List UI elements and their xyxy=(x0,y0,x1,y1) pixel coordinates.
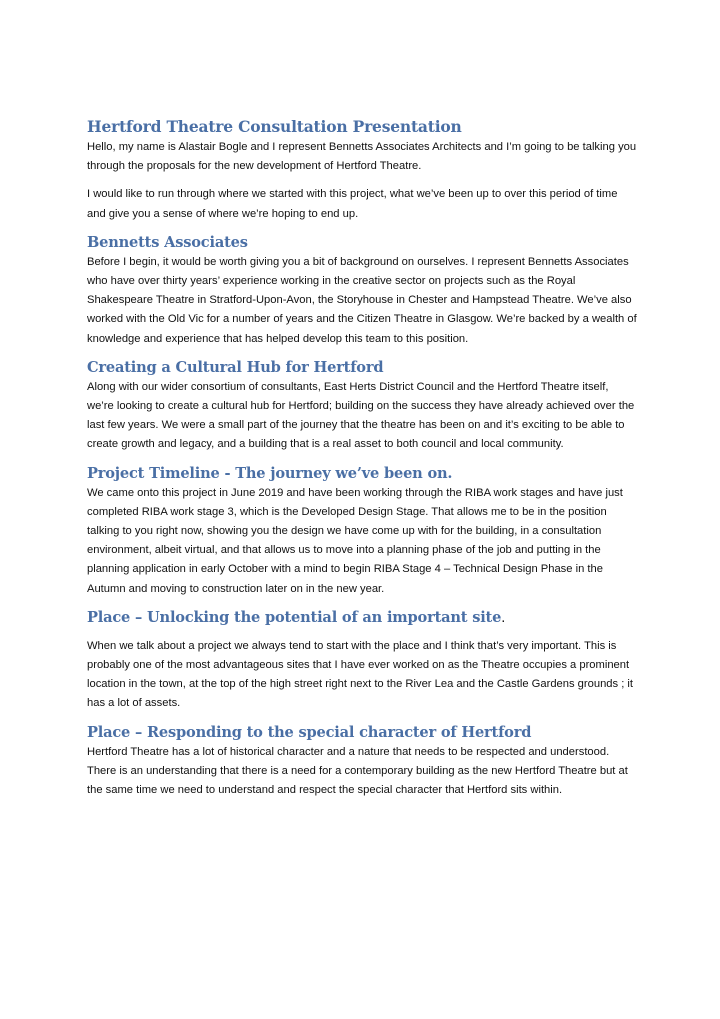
section-body: We came onto this project in June 2019 and have been working through the RIBA work stages and have just completed RIBA work stage 3, which is the Developed Design Stage. That allows me to be in the position talking to you right now, showing you the design we have come up with for the building, in a consultation environment, albeit virtual, and that allows us to move into a planning phase of the job and putting in the planning application in early October with a mind to begin RIBA Stage 4 – Technical Design Phase in the Autumn and moving to construction later on in the new year. xyxy=(87,486,623,595)
section-heading: Creating a Cultural Hub for Hertford xyxy=(87,358,384,376)
section-heading-text: Place – Unlocking the potential of an important site xyxy=(87,608,502,626)
section-heading: Project Timeline - The journey we’ve been on. xyxy=(87,464,453,482)
section-body: Hertford Theatre has a lot of historical character and a nature that needs to be respected and understood. There is an understanding that there is a need for a contemporary building as the new Hertford Theatre but at the same time we need to understand and respect the special character that Hertford sits within. xyxy=(87,745,628,797)
section-place-potential xyxy=(87,608,637,714)
section-bennetts-associates xyxy=(87,233,637,349)
section-cultural-hub xyxy=(87,358,637,455)
section-body: When we talk about a project we always tend to start with the place and I think that’s very important. This is probably one of the most advantageous sites that I have ever worked on as the Theatre occupies a prominent location in the town, at the top of the high street right next to the River Lea and the Castle Gardens grounds ; it has a lot of assets. xyxy=(87,639,634,710)
intro-paragraph-1: Hello, my name is Alastair Bogle and I represent Bennetts Associates Architects and I’m going to be talking you through the proposals for the new development of Hertford Theatre. xyxy=(87,141,637,173)
page-title: Hertford Theatre Consultation Presentation xyxy=(87,117,462,136)
section-heading xyxy=(87,608,637,628)
section-body: Before I begin, it would be worth giving you a bit of background on ourselves. I represent Bennetts Associates who have over thirty years’ experience working in the creative sector on projects such as the Royal Shakespeare Theatre in Stratford-Upon-Avon, the Storyhouse in Chester and Hampstead Theatre. We’ve also worked with the Old Vic for a number of years and the Citizen Theatre in Glasgow. We’re backed by a wealth of knowledge and experience that has helped develop this team to this position. xyxy=(87,255,637,345)
section-project-timeline xyxy=(87,464,637,599)
document-page xyxy=(87,116,637,800)
intro-paragraph-2: I would like to run through where we started with this project, what we’ve been up to over this period of time and give you a sense of where we’re hoping to end up. xyxy=(87,188,618,220)
section-place-character xyxy=(87,723,637,801)
section-body: Along with our wider consortium of consultants, East Herts District Council and the Hertford Theatre itself, we’re looking to create a cultural hub for Hertford; building on the success they have already achieved over the last few years. We were a small part of the journey that the theatre has been on and it’s exciting to be able to create growth and legacy, and a building that is a real asset to both council and local community. xyxy=(87,380,635,451)
section-heading: Place – Responding to the special character of Hertford xyxy=(87,723,532,741)
section-heading-suffix: . xyxy=(501,609,506,626)
section-heading: Bennetts Associates xyxy=(87,233,248,251)
